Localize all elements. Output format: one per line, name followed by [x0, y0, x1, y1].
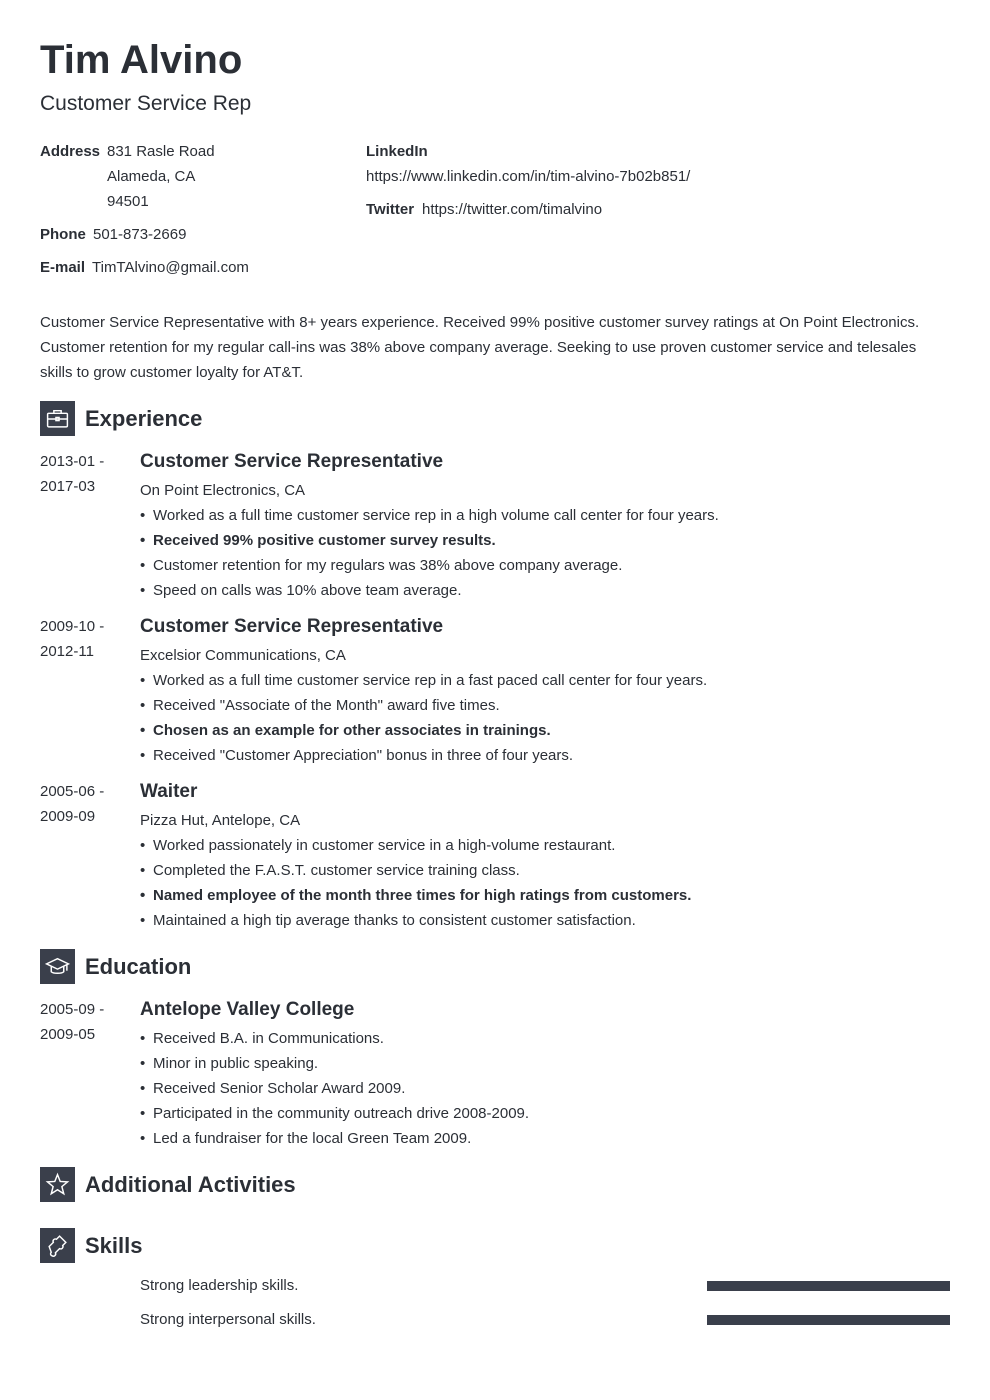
skill-level-bar	[707, 1315, 950, 1325]
entry-start-date: 2005-09 -	[40, 1001, 105, 1018]
experience-entry	[40, 449, 950, 609]
entry-bullets	[140, 1026, 940, 1151]
bullet-item: • Maintained a high tip average thanks to consistent customer satisfaction.	[140, 908, 940, 933]
bullet-item: • Led a fundraiser for the local Green Team 2009.	[140, 1126, 940, 1151]
experience-entry	[40, 614, 950, 774]
experience-section-header	[40, 401, 202, 436]
entry-end-date: 2017-03	[40, 478, 96, 495]
entry-title: Antelope Valley College	[140, 999, 355, 1020]
entry-dates	[40, 614, 135, 664]
skill-level-fill	[707, 1281, 950, 1291]
job-title: Customer Service Rep	[40, 92, 252, 115]
bullet-item: • Worked as a full time customer service rep in a fast paced call center for four years.	[140, 668, 940, 693]
skill-level-bar	[707, 1281, 950, 1291]
skill-level-fill	[707, 1315, 950, 1325]
bullet-item: • Received Senior Scholar Award 2009.	[140, 1076, 940, 1101]
experience-entry	[40, 779, 950, 939]
phone-value: 501-873-2669	[93, 226, 187, 243]
skill-label: Strong leadership skills.	[140, 1277, 299, 1294]
education-section-title: Education	[85, 953, 192, 979]
entry-bullets	[140, 668, 940, 768]
entry-company: Excelsior Communications, CA	[140, 647, 346, 664]
entry-end-date: 2009-05	[40, 1026, 96, 1043]
address-label: Address	[40, 143, 101, 160]
skills-section-header	[40, 1228, 142, 1263]
twitter-link[interactable]: https://twitter.com/timalvino	[422, 201, 603, 218]
education-entry	[40, 997, 950, 1157]
entry-title: Customer Service Representative	[140, 616, 444, 637]
twitter-label: Twitter	[366, 201, 415, 218]
bullet-item: • Speed on calls was 10% above team average.	[140, 578, 940, 603]
entry-bullets	[140, 833, 940, 933]
entry-company: On Point Electronics, CA	[140, 482, 306, 499]
entry-start-date: 2005-06 -	[40, 783, 105, 800]
activities-section-title: Additional Activities	[85, 1171, 296, 1197]
star-icon	[40, 1167, 75, 1202]
bullet-item: • Received "Customer Appreciation" bonus in three of four years.	[140, 743, 940, 768]
briefcase-icon	[40, 401, 75, 436]
bullet-item: • Worked as a full time customer service rep in a high volume call center for four years.	[140, 503, 940, 528]
linkedin-link[interactable]: https://www.linkedin.com/in/tim-alvino-7b02b851/	[366, 168, 691, 185]
skill-row	[140, 1307, 950, 1332]
entry-title: Waiter	[140, 781, 198, 802]
address-line-3: 94501	[107, 193, 149, 210]
entry-dates	[40, 997, 135, 1047]
entry-start-date: 2013-01 -	[40, 453, 105, 470]
entry-dates	[40, 449, 135, 499]
entry-bullets	[140, 503, 940, 603]
email-label: E-mail	[40, 259, 86, 276]
puzzle-icon	[40, 1228, 75, 1263]
address-line-1: 831 Rasle Road	[107, 143, 215, 160]
graduation-cap-icon	[40, 949, 75, 984]
address-line-2: Alameda, CA	[107, 168, 196, 185]
skill-label: Strong interpersonal skills.	[140, 1311, 316, 1328]
entry-dates	[40, 779, 135, 829]
profile-summary: Customer Service Representative with 8+ years experience. Received 99% positive customer survey ratings at On Point Electronics. Customer retention for my regular call-ins was 38% above company average. Seeking to use proven customer service and telesales skills to grow customer loyalty for AT&T.	[40, 314, 920, 381]
education-section-header	[40, 949, 191, 984]
email-value: TimTAlvino@gmail.com	[92, 259, 249, 276]
bullet-item: • Chosen as an example for other associates in trainings.	[140, 718, 940, 743]
entry-end-date: 2012-11	[40, 643, 94, 660]
skills-section-title: Skills	[85, 1232, 143, 1258]
bullet-item: • Completed the F.A.S.T. customer service training class.	[140, 858, 940, 883]
entry-company: Pizza Hut, Antelope, CA	[140, 812, 301, 829]
bullet-item: • Minor in public speaking.	[140, 1051, 940, 1076]
bullet-item: • Customer retention for my regulars was 38% above company average.	[140, 553, 940, 578]
bullet-item: • Named employee of the month three times for high ratings from customers.	[140, 883, 940, 908]
bullet-item: • Received "Associate of the Month" award five times.	[140, 693, 940, 718]
bullet-item: • Worked passionately in customer service in a high-volume restaurant.	[140, 833, 940, 858]
entry-title: Customer Service Representative	[140, 451, 444, 472]
activities-section-header	[40, 1167, 296, 1202]
skill-row	[140, 1273, 950, 1298]
entry-start-date: 2009-10 -	[40, 618, 105, 635]
entry-end-date: 2009-09	[40, 808, 96, 825]
candidate-name: Tim Alvino	[40, 38, 243, 82]
bullet-item: • Participated in the community outreach drive 2008-2009.	[140, 1101, 940, 1126]
bullet-item: • Received 99% positive customer survey results.	[140, 528, 940, 553]
phone-label: Phone	[40, 226, 86, 243]
linkedin-label: LinkedIn	[366, 143, 428, 160]
experience-section-title: Experience	[85, 405, 203, 431]
bullet-item: • Received B.A. in Communications.	[140, 1026, 940, 1051]
